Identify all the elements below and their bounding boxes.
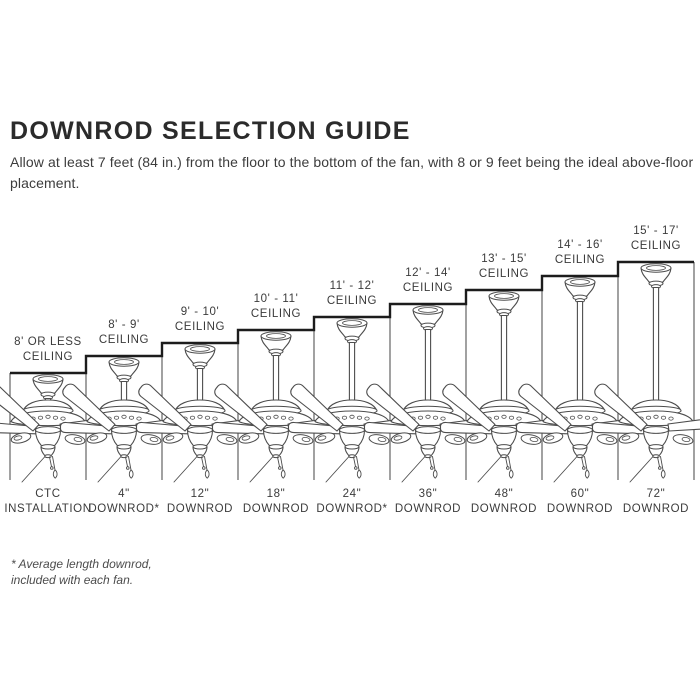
page-subtitle: Allow at least 7 feet (84 in.) from the floor to the bottom of the fan, with 8 or 9 feet being the ideal above-floor placement.	[10, 154, 694, 191]
ceiling-fan-illustration-9	[593, 264, 700, 482]
ceiling-word-text: CEILING	[326, 295, 378, 307]
page-title: DOWNROD SELECTION GUIDE	[10, 117, 411, 145]
downrod-word-text: DOWNROD	[166, 503, 234, 515]
downrod-word-text: DOWNROD	[622, 503, 690, 515]
ceiling-fan-illustration-5	[289, 319, 416, 482]
ceiling-word-text: CEILING	[98, 334, 150, 346]
footnote-line-1: * Average length downrod,	[11, 557, 152, 571]
downrod-word-text: DOWNROD	[546, 503, 614, 515]
downrod-word-text: DOWNROD*	[88, 503, 160, 515]
footnote-line-2: included with each fan.	[11, 573, 134, 587]
ceiling-range-text: 14' - 16'	[557, 239, 603, 251]
ceiling-range-text: 8' - 9'	[108, 319, 140, 331]
downrod-word-text: DOWNROD	[242, 503, 310, 515]
downrod-size-text: 18"	[266, 488, 286, 500]
downrod-size-text: 72"	[646, 488, 666, 500]
ceiling-word-text: CEILING	[402, 282, 454, 294]
ceiling-fan-illustration-6	[365, 306, 492, 482]
ceiling-word-text: CEILING	[478, 268, 530, 280]
ceiling-range-text: 10' - 11'	[253, 293, 299, 305]
ceiling-range-text: 12' - 14'	[405, 267, 451, 279]
ceiling-range-text: 9' - 10'	[180, 306, 220, 318]
downrod-size-text: 24"	[342, 488, 362, 500]
ceiling-range-text: 13' - 15'	[481, 253, 527, 265]
downrod-size-text: 4"	[118, 488, 130, 500]
downrod-word-text: DOWNROD	[394, 503, 462, 515]
downrod-size-text: 36"	[418, 488, 438, 500]
ceiling-height-label-9	[611, 224, 700, 254]
ceiling-fan-illustration-8	[517, 278, 644, 482]
downrod-word-text: INSTALLATION	[4, 503, 92, 515]
downrod-size-text: 48"	[494, 488, 514, 500]
ceiling-range-text: 11' - 12'	[329, 280, 375, 292]
footnote	[11, 556, 152, 588]
ceiling-word-text: CEILING	[554, 254, 606, 266]
downrod-size-label-9	[608, 487, 700, 517]
downrod-word-text: DOWNROD	[470, 503, 538, 515]
ceiling-word-text: CEILING	[174, 321, 226, 333]
downrod-size-text: CTC	[35, 488, 61, 500]
ceiling-word-text: CEILING	[250, 308, 302, 320]
ceiling-range-text: 8' OR LESS	[14, 336, 82, 348]
downrod-size-text: 60"	[570, 488, 590, 500]
ceiling-word-text: CEILING	[22, 351, 74, 363]
downrod-size-text: 12"	[190, 488, 210, 500]
downrod-word-text: DOWNROD*	[316, 503, 388, 515]
ceiling-range-text: 15' - 17'	[633, 225, 679, 237]
ceiling-word-text: CEILING	[630, 240, 682, 252]
ceiling-fan-illustration-7	[441, 292, 568, 482]
